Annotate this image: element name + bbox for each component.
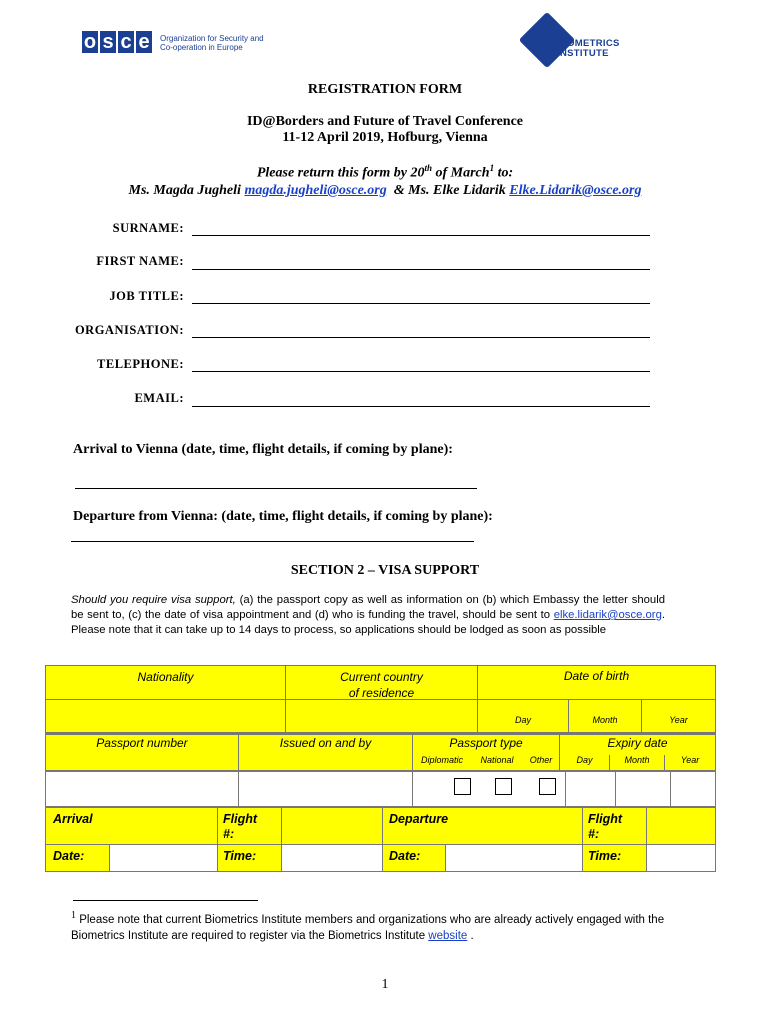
osce-name (160, 31, 264, 55)
visa-table-row2 (45, 734, 716, 771)
departure-field[interactable] (71, 541, 474, 542)
visa-table-row3 (45, 807, 716, 872)
first-name-field[interactable] (192, 269, 650, 270)
diplomatic-checkbox[interactable] (454, 778, 471, 795)
contact1-email-link[interactable]: magda.jugheli@osce.org (244, 183, 387, 198)
arrival-flight-label: Flight (223, 812, 258, 826)
arrival-time-input[interactable] (282, 845, 383, 872)
expiry-day-input[interactable] (566, 772, 616, 807)
departure-flight-hash: #: (588, 827, 600, 841)
arrival-time-header (218, 845, 282, 872)
footnote-text: Please note that current Biometrics Institute members and organizations who are already actively engaged with the Biometrics Institute are required to register via the Biometrics Institute (71, 913, 665, 942)
arrival-question: Arrival to Vienna (date, time, flight details, if coming by plane): (73, 442, 453, 457)
issued-header (239, 735, 413, 771)
email-field[interactable] (192, 406, 650, 407)
footnote (71, 908, 671, 944)
other-header: Other (523, 755, 560, 771)
contacts-line (0, 183, 770, 199)
job-title-label: JOB TITLE: (109, 289, 184, 303)
section2-heading: SECTION 2 – VISA SUPPORT (290, 563, 480, 578)
arrival-flight-input[interactable] (282, 808, 383, 845)
osce-letter: o (83, 31, 97, 53)
email-label: EMAIL: (134, 391, 184, 405)
contact2-email-link[interactable]: Elke.Lidarik@osce.org (509, 183, 642, 198)
osce-name-line2: Co-operation in Europe (160, 43, 243, 52)
return-text: Please return this form by 20 (256, 165, 425, 181)
conference-date: 11-12 April 2019, Hofburg, Vienna (282, 130, 488, 145)
residence-input[interactable] (286, 700, 478, 734)
arrival-field[interactable] (75, 488, 477, 489)
departure-question: Departure from Vienna: (date, time, flight details, if coming by plane): (73, 509, 493, 524)
osce-letter: c (118, 31, 134, 53)
dob-month-input[interactable] (569, 700, 642, 734)
residence-label-line2: of residence (348, 686, 415, 700)
return-text-end: to: (494, 165, 514, 181)
diplomatic-header: Diplomatic (413, 755, 472, 771)
return-instruction (0, 163, 770, 182)
residence-label-line1: Current country (340, 670, 423, 684)
expiry-header (560, 735, 716, 755)
visa-table-row2-input (45, 771, 716, 807)
departure-flight-label: Flight (588, 812, 623, 826)
osce-name-line1: Organization for Security and (160, 34, 264, 43)
departure-time-input[interactable] (647, 845, 716, 872)
expiry-day-header: Day (560, 755, 610, 771)
visa-intro-text: (a) the passport copy as well as information on (b) which Embassy the letter should be sent to, (c) the date of visa appointment and (d) who is funding the travel, should be sent to (71, 594, 665, 621)
passport-number-input[interactable] (46, 772, 239, 807)
conference-title: ID@Borders and Future of Travel Conference (246, 114, 523, 129)
arrival-flight-header (218, 808, 282, 845)
departure-flight-header (583, 808, 647, 845)
arrival-time-label: Time: (223, 849, 257, 863)
departure-time-label: Time: (588, 849, 622, 863)
surname-label: SURNAME: (112, 221, 184, 235)
arrival-date-input[interactable] (110, 845, 218, 872)
footnote-number: 1 (71, 910, 76, 921)
dob-label: Date of birth (563, 669, 630, 683)
arrival-flight-hash: #: (223, 827, 235, 841)
expiry-label: Expiry date (607, 736, 668, 750)
issued-label: Issued on and by (279, 736, 372, 750)
page-number: 1 (381, 977, 389, 992)
departure-date-label: Date: (389, 849, 421, 863)
return-text-mid: of March (432, 165, 490, 181)
expiry-year-header: Year (665, 755, 716, 771)
first-name-label: FIRST NAME: (96, 254, 184, 268)
osce-letter: s (100, 31, 116, 53)
departure-date-header (383, 845, 446, 872)
passport-type-header (413, 735, 560, 755)
departure-time-header (583, 845, 647, 872)
telephone-label: TELEPHONE: (97, 357, 184, 371)
website-link[interactable]: website (428, 929, 468, 942)
surname-field[interactable] (192, 235, 650, 236)
contact1-name: Ms. Magda Jugheli (128, 183, 245, 198)
national-cell (477, 772, 529, 807)
nationality-input[interactable] (46, 700, 286, 734)
other-checkbox[interactable] (539, 778, 556, 795)
nationality-label: Nationality (137, 670, 194, 684)
dob-month-header: Month (569, 715, 642, 732)
departure-flight-input[interactable] (647, 808, 716, 845)
national-header: National (471, 755, 523, 771)
footnote-ref: 1 (489, 163, 495, 173)
passport-number-header (46, 735, 239, 771)
contact2-name: & Ms. Elke Lidarik (386, 183, 510, 198)
expiry-year-input[interactable] (671, 772, 716, 807)
visa-intro-end: . Please note that it can take up to 14 days to process, so applications should be lodged as soon as possible (71, 609, 665, 636)
job-title-field[interactable] (192, 303, 650, 304)
dob-day-input[interactable] (478, 700, 569, 734)
arrival-header (46, 808, 218, 845)
other-cell (529, 772, 566, 807)
form-title: REGISTRATION FORM (307, 82, 463, 97)
organisation-label: ORGANISATION: (74, 323, 184, 337)
diplomatic-cell (413, 772, 478, 807)
osce-logo (82, 31, 264, 55)
dob-year-header: Year (642, 715, 716, 732)
telephone-field[interactable] (192, 371, 650, 372)
footnote-separator (73, 900, 258, 901)
expiry-month-header: Month (610, 755, 665, 771)
dob-day-header: Day (478, 715, 569, 732)
return-sup: th (424, 163, 432, 173)
visa-intro-italic: Should you require visa support, (71, 594, 236, 606)
arrival-label: Arrival (53, 812, 93, 826)
visa-instructions (71, 593, 665, 638)
national-checkbox[interactable] (495, 778, 512, 795)
osce-letter: e (136, 31, 152, 53)
departure-label: Departure (389, 812, 449, 826)
biometrics-name (557, 39, 620, 59)
biometrics-name-line1: BIOMETRICS (557, 38, 620, 49)
footnote-end: . (467, 929, 474, 942)
issued-input[interactable] (239, 772, 413, 807)
organisation-field[interactable] (192, 337, 650, 338)
arrival-date-label: Date: (53, 849, 85, 863)
departure-header (383, 808, 583, 845)
arrival-date-header (46, 845, 110, 872)
passport-type-label: Passport type (449, 736, 523, 750)
dob-year-input[interactable] (642, 700, 716, 734)
biometrics-institute-logo (525, 16, 645, 80)
visa-email-link[interactable]: elke.lidarik@osce.org (553, 609, 662, 621)
visa-table-row1-input (45, 699, 716, 734)
biometrics-name-line2: INSTITUTE (557, 48, 609, 59)
expiry-month-input[interactable] (616, 772, 671, 807)
passport-number-label: Passport number (96, 736, 188, 750)
departure-date-input[interactable] (446, 845, 583, 872)
